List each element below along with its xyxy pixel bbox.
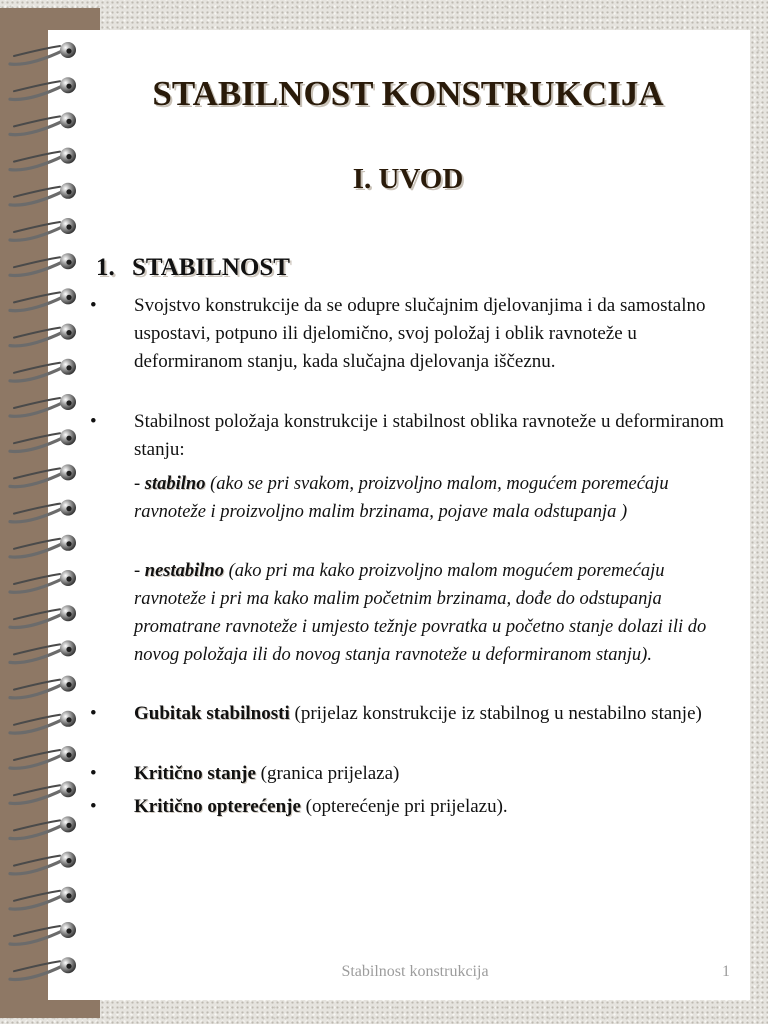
bullet-item	[90, 700, 740, 728]
definition-description: (opterećenje pri prijelazu).	[300, 796, 508, 817]
heading-number: 1.	[96, 254, 115, 281]
state-dash: -	[134, 474, 145, 494]
heading-text: STABILNOST	[132, 254, 290, 281]
spiral-ring-icon	[10, 359, 76, 381]
definition-term: Kritično stanje	[134, 763, 256, 784]
state-term: nestabilno	[144, 561, 224, 581]
bullet-icon: •	[90, 411, 97, 432]
spiral-ring-icon	[10, 887, 76, 909]
spiral-ring-icon	[10, 464, 76, 486]
spiral-ring-icon	[10, 922, 76, 944]
spiral-ring-icon	[10, 640, 76, 662]
spiral-ring-icon	[10, 852, 76, 874]
state-stable	[134, 470, 734, 526]
state-unstable	[134, 557, 734, 669]
spiral-ring-icon	[10, 676, 76, 698]
bullet-icon: •	[90, 796, 97, 817]
bullet-item	[90, 760, 740, 788]
bullet-icon: •	[90, 295, 97, 316]
bullet-text: Svojstvo konstrukcije da se odupre slučajnim djelovanjima i da samostalno uspostavi, potpuno ili djelomično, svoj položaj i oblik ravnoteže u deformiranom stanju, kada slučajna djelovanja iščeznu.	[134, 295, 706, 372]
page-number: 1	[722, 963, 730, 980]
state-dash: -	[134, 561, 145, 581]
spiral-ring-icon	[10, 218, 76, 240]
spiral-ring-icon	[10, 535, 76, 557]
spiral-ring-icon	[10, 394, 76, 416]
spiral-ring-icon	[10, 253, 76, 275]
bullet-item	[90, 408, 740, 464]
slide-title: STABILNOST KONSTRUKCIJA	[152, 74, 664, 113]
spiral-ring-icon	[10, 746, 76, 768]
bullet-text: Stabilnost položaja konstrukcije i stabilnost oblika ravnoteže u deformiranom stanju:	[134, 411, 724, 460]
spiral-ring-icon	[10, 570, 76, 592]
section-heading	[96, 254, 290, 282]
bullet-item	[90, 292, 740, 376]
spiral-rings	[0, 0, 100, 1024]
spiral-ring-icon	[10, 500, 76, 522]
state-description: (ako pri ma kako proizvoljno malom mogućem poremećaju ravnoteže i pri ma kako malim početnim brzinama, dođe do odstupanja promatrane ravnoteže i umjesto težnje povratka u početno stanje dolazi ili do novog položaja ili do novog stanja ravnoteže u deformiranom stanju).	[134, 561, 707, 665]
spiral-ring-icon	[10, 605, 76, 627]
bullet-icon: •	[90, 763, 97, 784]
spiral-ring-icon	[10, 288, 76, 310]
state-description: (ako se pri svakom, proizvoljno malom, mogućem poremećaju ravnoteže i proizvoljno malim brzinama, pojave mala odstupanja )	[134, 474, 669, 522]
bullet-item	[90, 793, 740, 821]
spiral-ring-icon	[10, 42, 76, 64]
spiral-ring-icon	[10, 429, 76, 451]
definition-term: Kritično opterećenje	[134, 796, 301, 817]
definition-description: (prijelaz konstrukcije iz stabilnog u nestabilno stanje)	[289, 703, 702, 724]
spiral-ring-icon	[10, 112, 76, 134]
spiral-ring-icon	[10, 324, 76, 346]
section-title: I. UVOD	[352, 163, 464, 195]
spiral-ring-icon	[10, 781, 76, 803]
spiral-ring-icon	[10, 711, 76, 733]
spiral-ring-icon	[10, 816, 76, 838]
state-term: stabilno	[144, 474, 206, 494]
bullet-icon: •	[90, 703, 97, 724]
footer-title: Stabilnost konstrukcija	[341, 963, 489, 980]
definition-description: (granica prijelaza)	[255, 763, 400, 784]
definition-term: Gubitak stabilnosti	[134, 703, 290, 724]
